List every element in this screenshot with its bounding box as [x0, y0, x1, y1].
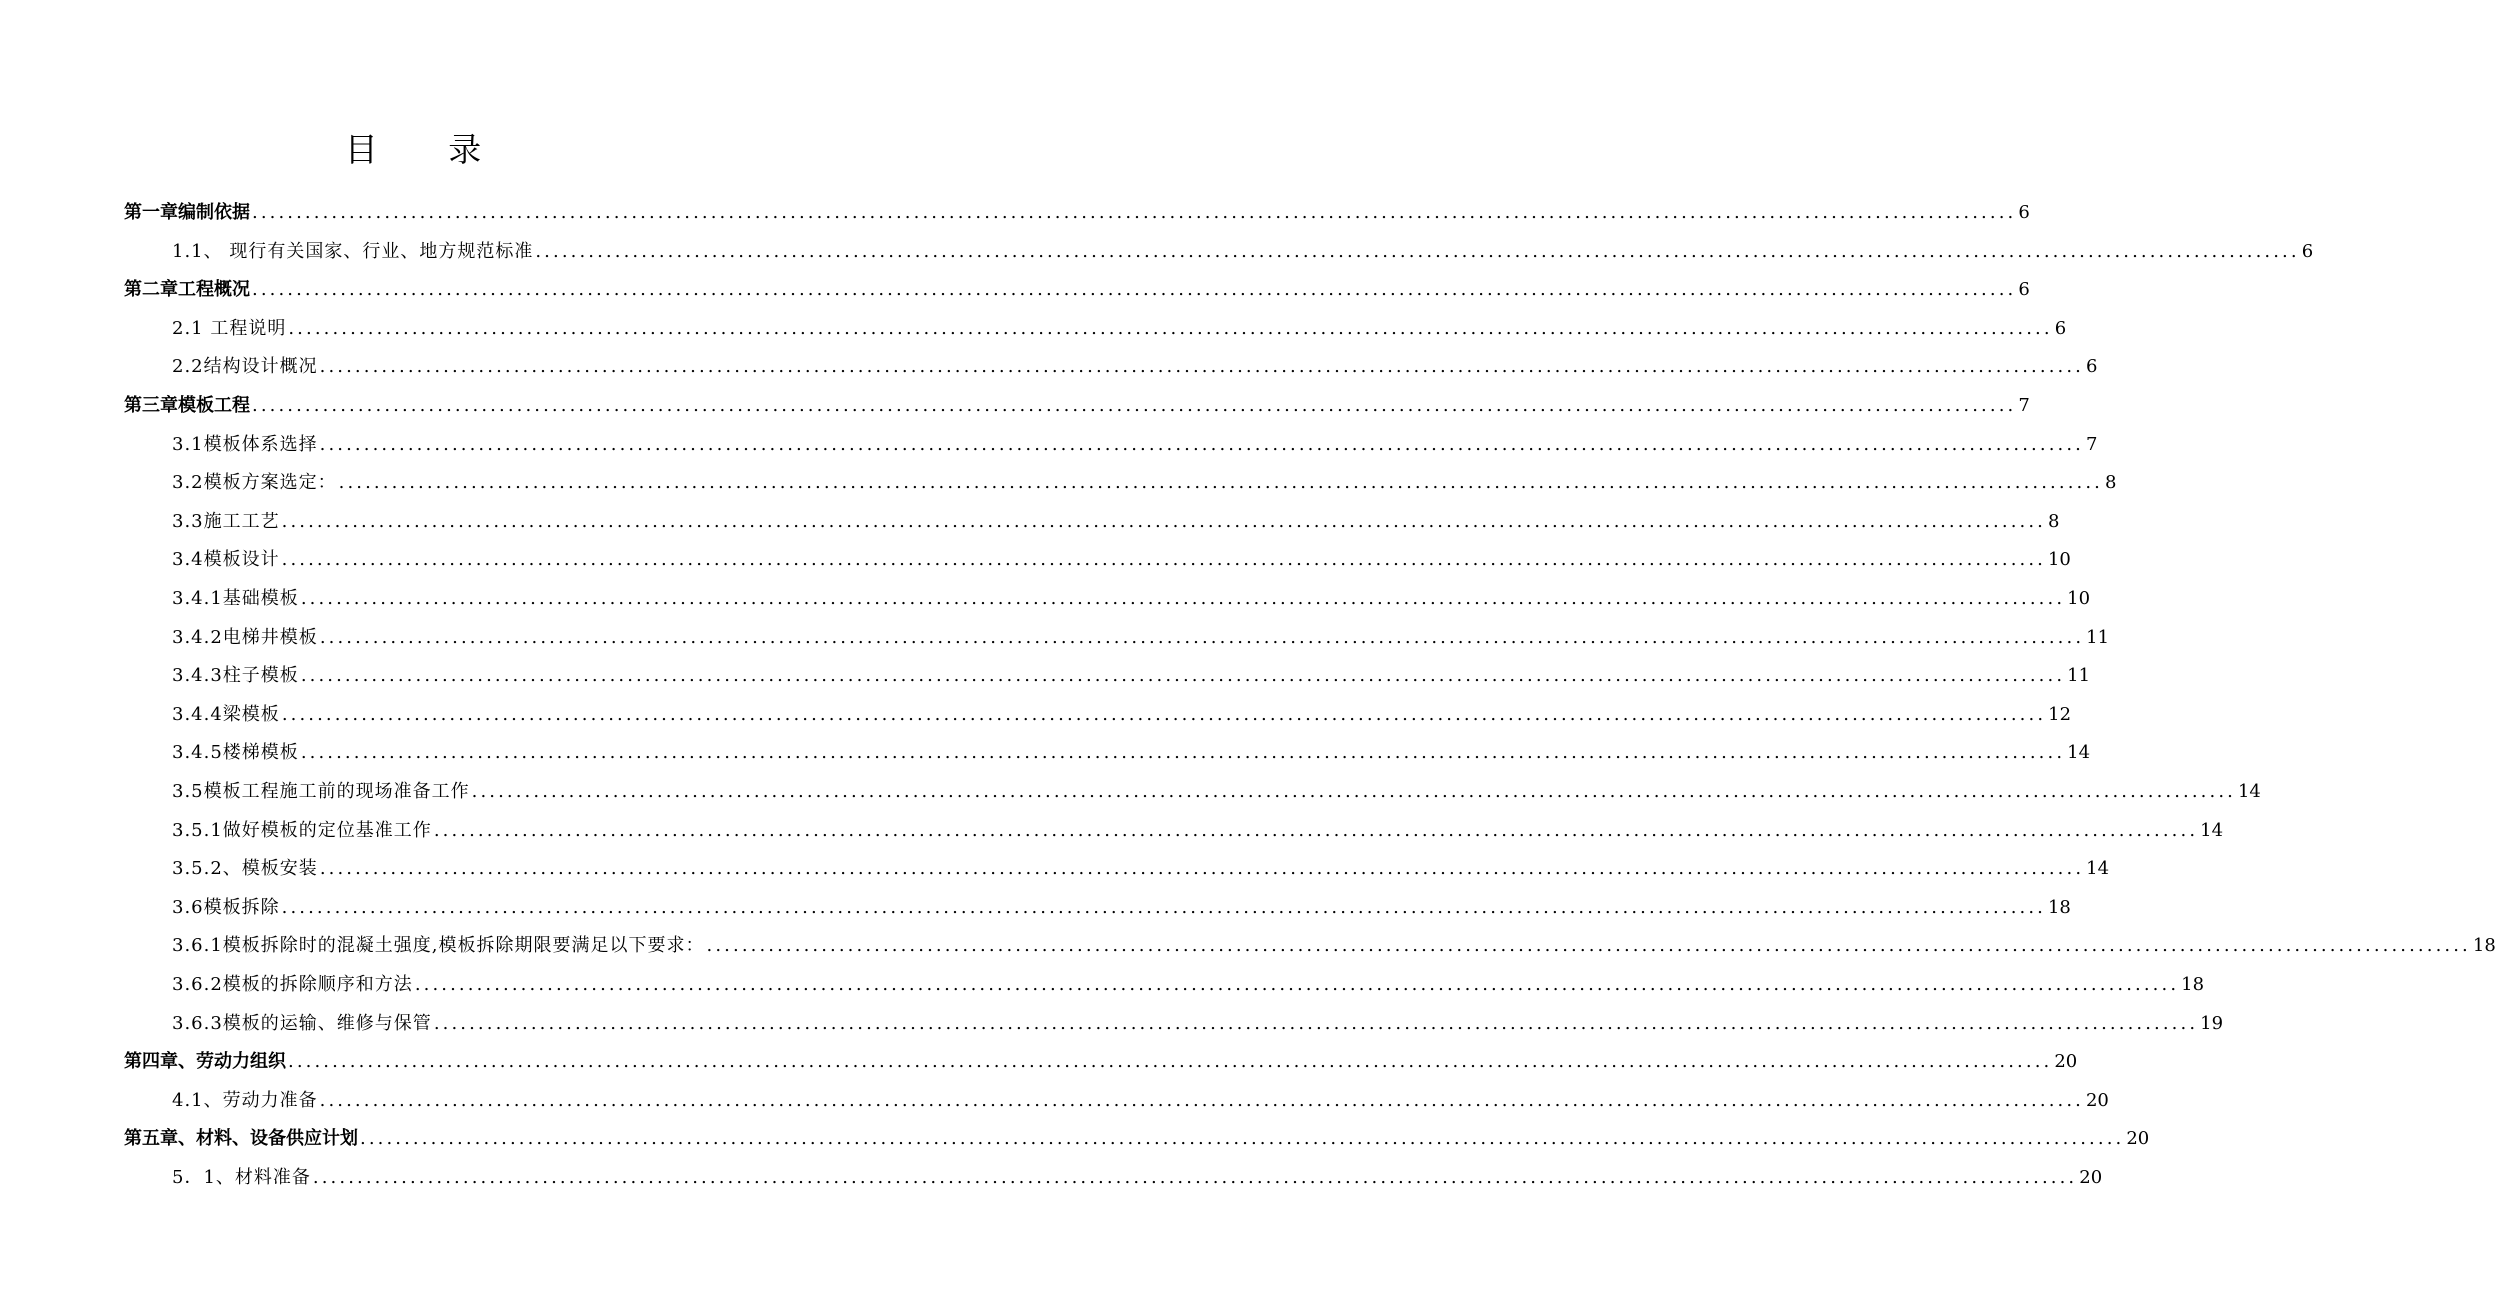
toc-entry-title: 第一章编制依据 — [124, 202, 250, 223]
toc-row — [124, 383, 2030, 421]
toc-row — [172, 962, 2205, 1000]
toc-row — [172, 769, 2261, 807]
toc-dot-leader: ........................................................................................................................................................................................................ — [433, 819, 2199, 841]
toc-page-number: 10 — [2067, 588, 2091, 609]
toc-entry-title: 第三章模板工程 — [124, 395, 250, 416]
toc-section-entry[interactable] — [0, 692, 2072, 730]
toc-section-entry[interactable] — [0, 1001, 2224, 1039]
toc-row — [172, 692, 2072, 730]
toc-row — [172, 229, 2314, 267]
toc-entry-title: 3.3施工工艺 — [172, 510, 280, 532]
toc-entry-title: 第四章、劳动力组织 — [124, 1051, 286, 1073]
toc-chapter-entry[interactable] — [0, 190, 2030, 228]
toc-entry-title: 3.6.3模板的运输、维修与保管 — [172, 1012, 432, 1034]
toc-entry-title: 3.1模板体系选择 — [172, 433, 318, 455]
toc-row — [172, 576, 2091, 614]
toc-section-entry[interactable] — [0, 923, 2496, 961]
toc-row — [124, 1039, 2078, 1077]
toc-page-number: 20 — [2054, 1051, 2078, 1073]
toc-dot-leader: ........................................................................................................................................................................................................ — [300, 742, 2066, 764]
toc-page-number: 18 — [2472, 935, 2496, 957]
toc-entry-title: 3.4.1基础模板 — [172, 588, 299, 609]
toc-page-number: 10 — [2047, 549, 2071, 571]
toc-page-number: 6 — [2018, 279, 2030, 301]
toc-row — [172, 499, 2060, 537]
toc-dot-leader: ........................................................................................................................................................................................................ — [281, 896, 2046, 918]
toc-entry-title: 3.4.4梁模板 — [172, 703, 280, 725]
toc-dot-leader: ........................................................................................................................................................................................................ — [300, 665, 2066, 687]
toc-dot-leader: ........................................................................................................................................................................................................ — [288, 317, 2053, 339]
toc-entry-title: 第五章、材料、设备供应计划 — [124, 1128, 358, 1150]
toc-dot-leader: ........................................................................................................................................................................................................ — [319, 858, 2085, 880]
toc-row — [124, 267, 2030, 305]
toc-row — [172, 460, 2117, 498]
toc-entry-title: 3.5.2、模板安装 — [172, 858, 318, 880]
toc-section-entry[interactable] — [0, 344, 2098, 382]
toc-section-entry[interactable] — [0, 769, 2261, 807]
toc-page-number: 18 — [2047, 896, 2071, 918]
toc-page-number: 8 — [2047, 510, 2060, 532]
toc-dot-leader: ........................................................................................................................................................................................................ — [338, 472, 2103, 494]
toc-page-number: 6 — [2018, 202, 2030, 223]
toc-section-entry[interactable] — [0, 1155, 2103, 1193]
toc-page-number: 7 — [2018, 395, 2030, 416]
toc-section-entry[interactable] — [0, 306, 2067, 344]
toc-dot-leader: ........................................................................................................................................................................................................ — [288, 1051, 2053, 1073]
toc-entry-title: 第二章工程概况 — [124, 279, 250, 301]
toc-dot-leader: ........................................................................................................................................................................................................ — [252, 395, 2017, 416]
toc-entry-title: 3.4.3柱子模板 — [172, 665, 299, 687]
toc-row — [124, 190, 2030, 228]
toc-page-number: 14 — [2086, 858, 2110, 880]
toc-row — [172, 344, 2098, 382]
toc-row — [172, 1155, 2103, 1193]
toc-page-number: 20 — [2079, 1167, 2103, 1188]
toc-section-entry[interactable] — [0, 576, 2091, 614]
toc-row — [172, 923, 2496, 961]
toc-row — [172, 1001, 2224, 1039]
toc-chapter-entry[interactable] — [0, 383, 2030, 421]
toc-dot-leader: ........................................................................................................................................................................................................ — [312, 1167, 2078, 1188]
toc-row — [172, 885, 2071, 923]
toc-dot-leader: ........................................................................................................................................................................................................ — [471, 781, 2236, 802]
toc-dot-leader: ........................................................................................................................................................................................................ — [706, 935, 2471, 957]
toc-page-number: 20 — [2126, 1128, 2150, 1150]
toc-entry-title: 3.4.5楼梯模板 — [172, 742, 299, 764]
toc-section-entry[interactable] — [0, 229, 2314, 267]
toc-chapter-entry[interactable] — [0, 1116, 2150, 1154]
toc-page-number: 11 — [2067, 665, 2091, 687]
toc-row — [172, 808, 2224, 846]
toc-section-entry[interactable] — [0, 537, 2071, 575]
toc-entry-title: 4.1、劳动力准备 — [172, 1089, 318, 1111]
toc-chapter-entry[interactable] — [0, 1039, 2078, 1077]
toc-page-number: 6 — [2085, 356, 2098, 378]
toc-dot-leader: ........................................................................................................................................................................................................ — [414, 974, 2180, 995]
toc-page-number: 6 — [2301, 240, 2314, 262]
toc-chapter-entry[interactable] — [0, 267, 2030, 305]
toc-page-number: 7 — [2085, 433, 2098, 455]
toc-section-entry[interactable] — [0, 653, 2091, 691]
toc-section-entry[interactable] — [0, 422, 2098, 460]
toc-dot-leader: ........................................................................................................................................................................................................ — [252, 279, 2017, 301]
toc-dot-leader: ........................................................................................................................................................................................................ — [319, 433, 2084, 455]
toc-row — [172, 653, 2091, 691]
toc-dot-leader: ........................................................................................................................................................................................................ — [281, 510, 2046, 532]
toc-page-number: 14 — [2067, 742, 2091, 764]
toc-dot-leader: ........................................................................................................................................................................................................ — [535, 240, 2300, 262]
toc-entry-title: 3.4模板设计 — [172, 549, 280, 571]
toc-dot-leader: ........................................................................................................................................................................................................ — [319, 1089, 2084, 1111]
toc-section-entry[interactable] — [0, 846, 2110, 884]
toc-section-entry[interactable] — [0, 962, 2205, 1000]
toc-page-number: 18 — [2181, 974, 2205, 995]
toc-dot-leader: ........................................................................................................................................................................................................ — [319, 356, 2084, 378]
toc-entry-title: 3.5模板工程施工前的现场准备工作 — [172, 781, 470, 802]
toc-dot-leader: ........................................................................................................................................................................................................ — [319, 626, 2085, 648]
toc-dot-leader: ........................................................................................................................................................................................................ — [433, 1012, 2199, 1034]
toc-entry-title: 2.1 工程说明 — [172, 317, 287, 339]
toc-entry-title: 2.2结构设计概况 — [172, 356, 318, 378]
toc-page-number: 19 — [2200, 1012, 2224, 1034]
toc-section-entry[interactable] — [0, 1078, 2109, 1116]
toc-page-number: 8 — [2104, 472, 2117, 494]
toc-entry-title: 5．1、材料准备 — [172, 1167, 311, 1188]
toc-section-entry[interactable] — [0, 885, 2071, 923]
page-title: 目 录 — [344, 130, 512, 169]
toc-row — [172, 306, 2067, 344]
toc-section-entry[interactable] — [0, 730, 2091, 768]
toc-dot-leader: ........................................................................................................................................................................................................ — [252, 202, 2017, 223]
toc-page-number: 14 — [2200, 819, 2224, 841]
toc-entry-title: 3.2模板方案选定： — [172, 472, 337, 494]
toc-row — [172, 537, 2071, 575]
toc-row — [124, 1116, 2150, 1154]
toc-row — [172, 615, 2110, 653]
toc-section-entry[interactable] — [0, 499, 2060, 537]
toc-entry-title: 3.5.1做好模板的定位基准工作 — [172, 819, 432, 841]
toc-row — [172, 1078, 2109, 1116]
toc-dot-leader: ........................................................................................................................................................................................................ — [281, 703, 2047, 725]
toc-entry-title: 3.4.2电梯井模板 — [172, 626, 318, 648]
toc-page-number: 6 — [2054, 317, 2067, 339]
toc-entry-title: 3.6模板拆除 — [172, 896, 280, 918]
toc-page-number: 20 — [2085, 1089, 2109, 1111]
toc-entry-title: 3.6.2模板的拆除顺序和方法 — [172, 974, 413, 995]
toc-dot-leader: ........................................................................................................................................................................................................ — [281, 549, 2046, 571]
toc-dot-leader: ........................................................................................................................................................................................................ — [300, 588, 2066, 609]
toc-section-entry[interactable] — [0, 615, 2110, 653]
toc-section-entry[interactable] — [0, 460, 2117, 498]
toc-page-number: 14 — [2237, 781, 2261, 802]
toc-page-number: 12 — [2048, 703, 2072, 725]
toc-entry-title: 3.6.1模板拆除时的混凝土强度,模板拆除期限要满足以下要求： — [172, 935, 705, 957]
toc-section-entry[interactable] — [0, 808, 2224, 846]
toc-row — [172, 422, 2098, 460]
toc-entry-title: 1.1、 现行有关国家、行业、地方规范标准 — [172, 240, 534, 262]
toc-page-number: 11 — [2086, 626, 2110, 648]
toc-row — [172, 730, 2091, 768]
toc-row — [172, 846, 2110, 884]
toc-dot-leader: ........................................................................................................................................................................................................ — [360, 1128, 2125, 1150]
